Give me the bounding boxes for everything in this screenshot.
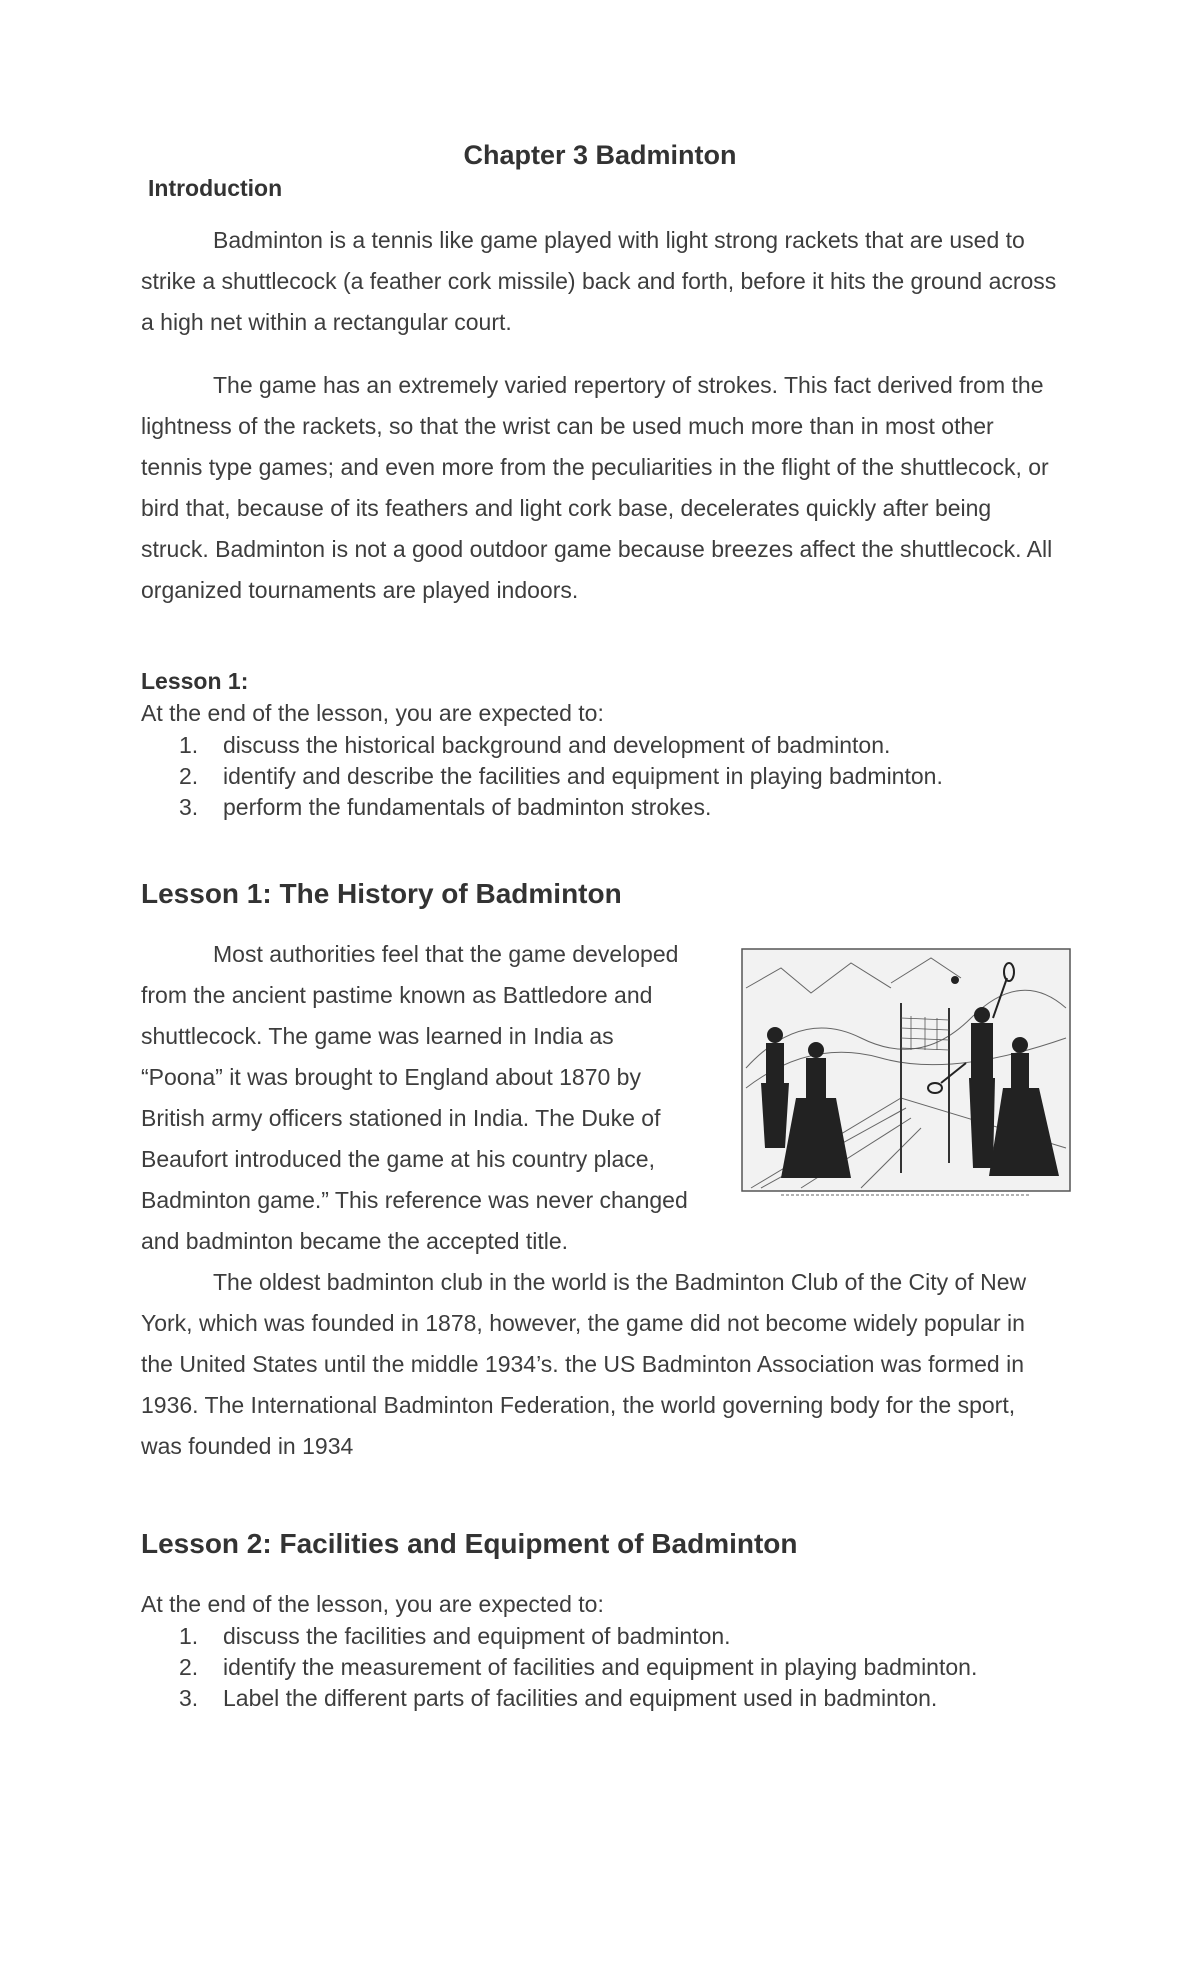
lesson-2-objectives-list (141, 1621, 977, 1714)
lesson-1-objectives-list (141, 730, 943, 823)
badminton-engraving-image (741, 948, 1071, 1198)
list-item (141, 1683, 977, 1714)
introduction-heading: Introduction (148, 175, 283, 201)
list-item-text: discuss the facilities and equipment of badminton. (223, 1623, 731, 1649)
list-item (141, 1652, 977, 1683)
history-heading: Lesson 1: The History of Badminton (141, 878, 622, 909)
objectives-intro: At the end of the lesson, you are expected to: (141, 1591, 604, 1617)
lesson-1-label: Lesson 1: (141, 668, 249, 694)
list-item-text: discuss the historical background and development of badminton. (223, 732, 891, 758)
objectives-intro: At the end of the lesson, you are expected to: (141, 700, 604, 726)
list-number: 1. (179, 732, 199, 758)
facilities-heading: Lesson 2: Facilities and Equipment of Badminton (141, 1528, 798, 1559)
list-number: 3. (179, 794, 199, 820)
intro-paragraph: Badminton is a tennis like game played with light strong rackets that are used to strike a shuttlecock (a feather cork missile) back and forth, before it hits the ground across a high net within a rectangular court. (141, 227, 1057, 335)
list-item-text: perform the fundamentals of badminton strokes. (223, 794, 712, 820)
list-number: 2. (179, 1654, 199, 1680)
chapter-title: Chapter 3 Badminton (463, 140, 737, 170)
list-number: 1. (179, 1623, 199, 1649)
list-item-text: identify and describe the facilities and equipment in playing badminton. (223, 763, 943, 789)
intro-paragraph: The game has an extremely varied repertory of strokes. This fact derived from the lightness of the rackets, so that the wrist can be used much more than in most other tennis type games; and even more from the peculiarities in the flight of the shuttlecock, or bird that, because of its feathers and light cork base, decelerates quickly after being struck. Badminton is not a good outdoor game because breezes affect the shuttlecock. All organized tournaments are played indoors. (141, 372, 1053, 603)
history-paragraph: Most authorities feel that the game developed from the ancient pastime known as Battledore and shuttlecock. The game was learned in India as “Poona” it was brought to England about 1870 by British army officers stationed in India. The Duke of Beaufort introduced the game at his country place, Badminton game.” This reference was never changed and badminton became the accepted title. (141, 941, 688, 1254)
list-item (141, 792, 943, 823)
list-number: 3. (179, 1685, 199, 1711)
list-item (141, 730, 943, 761)
list-item-text: identify the measurement of facilities and equipment in playing badminton. (223, 1654, 978, 1680)
list-item (141, 1621, 977, 1652)
history-paragraph: The oldest badminton club in the world is the Badminton Club of the City of New York, which was founded in 1878, however, the game did not become widely popular in the United States until the middle 1934’s. the US Badminton Association was formed in 1936. The International Badminton Federation, the world governing body for the sport, was founded in 1934 (141, 1269, 1027, 1459)
list-item (141, 761, 943, 792)
list-item-text: Label the different parts of facilities and equipment used in badminton. (223, 1685, 938, 1711)
list-number: 2. (179, 763, 199, 789)
